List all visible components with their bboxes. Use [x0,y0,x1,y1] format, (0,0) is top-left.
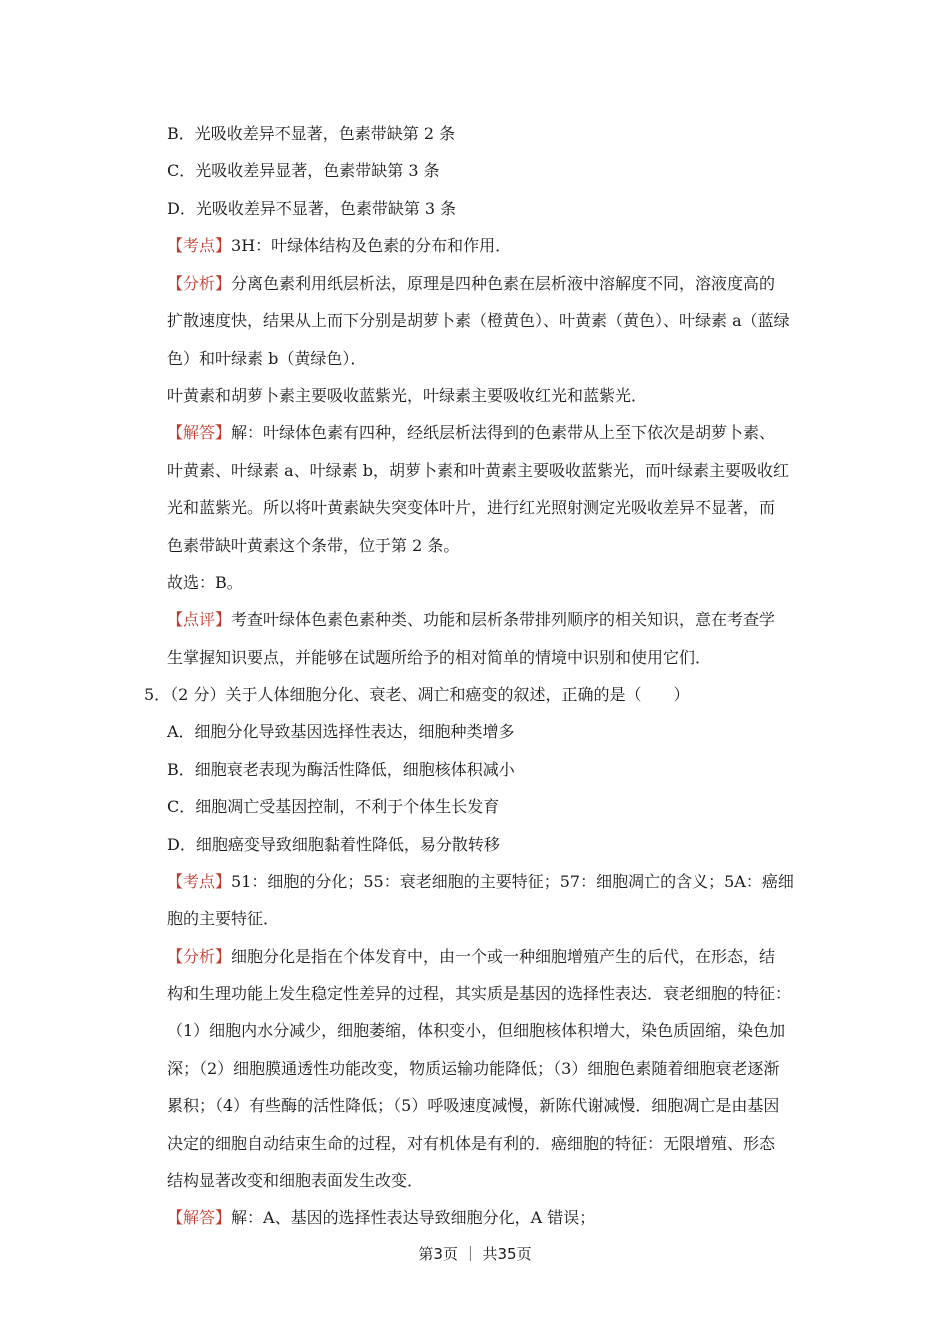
jieda-tag: 【解答】 [167,1208,232,1227]
kaodian-text: 51：细胞的分化；55：衰老细胞的主要特征；57：细胞凋亡的含义；5A：癌细 [231,872,794,891]
q5-jieda-line-1 [167,1208,595,1228]
fenxi-tag: 【分析】 [167,947,232,966]
q4-kaodian [167,236,511,256]
q5-fenxi-line-4: 深；（2）细胞膜通透性功能改变，物质运输功能降低；（3）细胞色素随着细胞衰老逐渐 [167,1059,780,1078]
q4-option-d: D．光吸收差异不显著，色素带缺第 3 条 [167,199,457,218]
q5-fenxi-line-2: 构和生理功能上发生稳定性差异的过程，其实质是基因的选择性表达．衰老细胞的特征： [167,984,792,1003]
q5-option-a: A．细胞分化导致基因选择性表达，细胞种类增多 [167,722,515,741]
q4-option-b: B．光吸收差异不显著，色素带缺第 2 条 [167,124,456,143]
q4-jieda-line-2: 叶黄素、叶绿素 a、叶绿素 b，胡萝卜素和叶黄素主要吸收蓝紫光，而叶绿素主要吸收红 [167,461,789,480]
q4-jieda-line-4: 色素带缺叶黄素这个条带，位于第 2 条。 [167,536,460,555]
q4-fenxi-line-3: 色）和叶绿素 b（黄绿色）． [167,349,367,368]
page-footer: 第3页 ｜ 共35页 [418,1245,532,1263]
q5-fenxi-line-1 [167,947,775,967]
kaodian-tag: 【考点】 [167,236,232,255]
q5-fenxi-line-5: 累积；（4）有些酶的活性降低；（5）呼吸速度减慢，新陈代谢减慢．细胞凋亡是由基因 [167,1096,780,1115]
fenxi-text: 分离色素利用纸层析法，原理是四种色素在层析液中溶解度不同，溶液度高的 [231,274,776,293]
q4-dianping-line-1 [167,610,775,630]
q5-option-b: B．细胞衰老表现为酶活性降低，细胞核体积减小 [167,760,515,779]
q5-fenxi-line-7: 结构显著改变和细胞表面发生改变． [167,1171,424,1190]
kaodian-text: 3H：叶绿体结构及色素的分布和作用． [231,236,512,255]
q5-option-d: D．细胞癌变导致细胞黏着性降低，易分散转移 [167,835,500,854]
dianping-text: 考查叶绿体色素色素种类、功能和层析条带排列顺序的相关知识，意在考查学 [231,610,776,629]
q5-option-c: C．细胞凋亡受基因控制，不利于个体生长发育 [167,797,500,816]
kaodian-tag: 【考点】 [167,872,232,891]
q5-fenxi-line-3: （1）细胞内水分减少，细胞萎缩，体积变小，但细胞核体积增大，染色质固缩，染色加 [167,1021,786,1040]
fenxi-text: 细胞分化是指在个体发育中，由一个或一种细胞增殖产生的后代，在形态，结 [231,947,776,966]
fenxi-tag: 【分析】 [167,274,232,293]
q4-fenxi-line-1 [167,274,775,294]
q4-dianping-line-2: 生掌握知识要点，并能够在试题所给予的相对简单的情境中识别和使用它们． [167,648,712,667]
q4-jieda-line-1 [167,423,775,443]
q4-fenxi-line-2: 扩散速度快，结果从上而下分别是胡萝卜素（橙黄色）、叶黄素（黄色）、叶绿素 a（蓝绿 [167,311,790,330]
q5-stem: 5．（2 分）关于人体细胞分化、衰老、凋亡和癌变的叙述，正确的是（ ） [144,685,690,704]
q4-jieda-line-3: 光和蓝紫光。所以将叶黄素缺失突变体叶片，进行红光照射测定光吸收差异不显著，而 [167,498,776,517]
q4-answer: 故选：B。 [167,573,243,592]
q4-option-c: C．光吸收差异显著，色素带缺第 3 条 [167,161,440,180]
dianping-tag: 【点评】 [167,610,232,629]
q5-fenxi-line-6: 决定的细胞自动结束生命的过程，对有机体是有利的．癌细胞的特征：无限增殖、形态 [167,1134,776,1153]
jieda-text: 解：叶绿体色素有四种，经纸层析法得到的色素带从上至下依次是胡萝卜素、 [231,423,776,442]
jieda-tag: 【解答】 [167,423,232,442]
q5-kaodian-line-1 [167,872,794,892]
q5-kaodian-line-2: 胞的主要特征． [167,909,280,928]
q4-fenxi-line-4: 叶黄素和胡萝卜素主要吸收蓝紫光，叶绿素主要吸收红光和蓝紫光． [167,386,648,405]
jieda-text: 解：A、基因的选择性表达导致细胞分化，A 错误； [231,1208,596,1227]
